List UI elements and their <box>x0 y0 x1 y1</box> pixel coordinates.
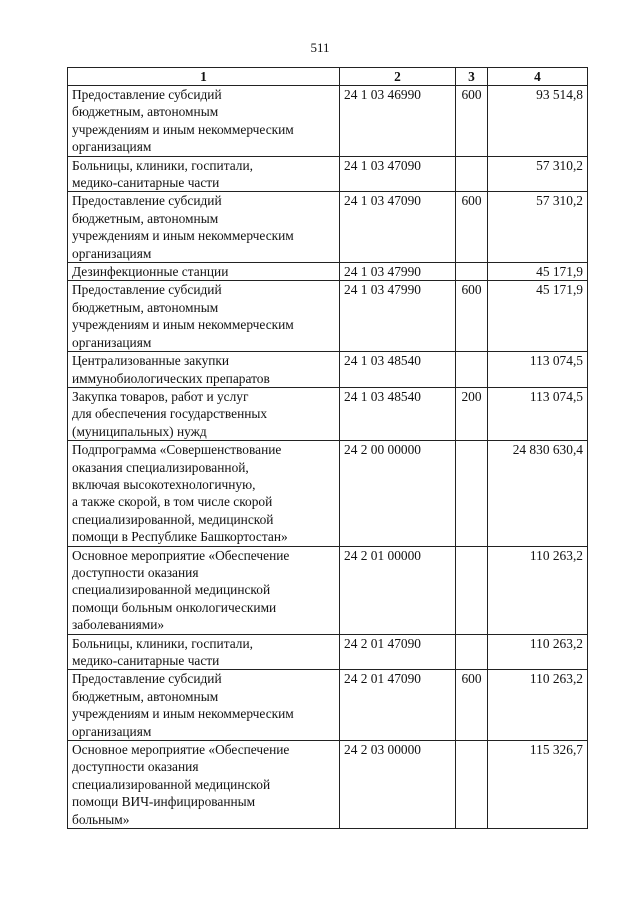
row-amount-cell: 24 830 630,4 <box>488 441 588 546</box>
table-row <box>68 741 588 829</box>
row-name-line: помощи в Республике Башкортостан» <box>72 529 288 545</box>
page-number: 511 <box>310 40 330 55</box>
row-name-cell <box>68 670 340 741</box>
row-name-line: учреждениям и иным некоммерческим <box>72 228 294 244</box>
row-expense-type-cell: 200 <box>456 387 488 440</box>
row-name-cell <box>68 281 340 352</box>
row-name-line: доступности оказания <box>72 759 199 775</box>
table-row <box>68 192 588 263</box>
row-code-cell: 24 1 03 47990 <box>340 281 456 352</box>
row-code-cell: 24 1 03 46990 <box>340 86 456 157</box>
row-name-line: больным» <box>72 811 130 827</box>
row-name-line: учреждениям и иным некоммерческим <box>72 317 294 333</box>
row-name-line: специализированной медицинской <box>72 776 271 792</box>
row-amount-cell: 110 263,2 <box>488 634 588 670</box>
table-row <box>68 634 588 670</box>
table-row <box>68 281 588 352</box>
row-name-line: бюджетным, автономным <box>72 688 219 704</box>
row-expense-type-cell <box>456 156 488 192</box>
row-name-line: Централизованные закупки <box>72 353 230 369</box>
budget-table <box>67 67 588 829</box>
row-amount-cell: 45 171,9 <box>488 263 588 281</box>
row-name-cell <box>68 192 340 263</box>
row-name-line: Основное мероприятие «Обеспечение <box>72 742 290 758</box>
column-header-1: 1 <box>68 68 340 86</box>
row-name-cell <box>68 387 340 440</box>
row-code-cell: 24 2 03 00000 <box>340 741 456 829</box>
row-name-line: иммунобиологических препаратов <box>72 370 270 386</box>
row-code-cell: 24 1 03 47090 <box>340 156 456 192</box>
column-header-2: 2 <box>340 68 456 86</box>
row-name-line: Дезинфекционные станции <box>72 264 229 280</box>
row-name-line: оказания специализированной, <box>72 459 249 475</box>
row-name-line: заболеваниями» <box>72 617 165 633</box>
row-code-cell: 24 2 01 00000 <box>340 546 456 634</box>
row-name-line: специализированной медицинской <box>72 582 271 598</box>
row-expense-type-cell <box>456 441 488 546</box>
table-row <box>68 546 588 634</box>
row-name-line: учреждениям и иным некоммерческим <box>72 121 294 137</box>
row-name-cell <box>68 634 340 670</box>
row-name-line: доступности оказания <box>72 564 199 580</box>
row-amount-cell: 45 171,9 <box>488 281 588 352</box>
row-amount-cell: 57 310,2 <box>488 192 588 263</box>
row-name-cell <box>68 156 340 192</box>
row-amount-cell: 93 514,8 <box>488 86 588 157</box>
row-code-cell: 24 1 03 48540 <box>340 352 456 388</box>
row-name-cell <box>68 86 340 157</box>
table-row <box>68 263 588 281</box>
table-row <box>68 156 588 192</box>
row-name-line: Основное мероприятие «Обеспечение <box>72 547 290 563</box>
row-name-line: Больницы, клиники, госпитали, <box>72 157 253 173</box>
row-amount-cell: 57 310,2 <box>488 156 588 192</box>
row-code-cell: 24 1 03 48540 <box>340 387 456 440</box>
table-row <box>68 352 588 388</box>
row-expense-type-cell: 600 <box>456 670 488 741</box>
row-amount-cell: 115 326,7 <box>488 741 588 829</box>
row-name-line: для обеспечения государственных <box>72 406 268 422</box>
row-name-line: организациям <box>72 723 152 739</box>
row-name-line: специализированной, медицинской <box>72 511 274 527</box>
row-name-line: включая высокотехнологичную, <box>72 476 256 492</box>
row-name-cell <box>68 441 340 546</box>
table-body <box>68 86 588 829</box>
row-amount-cell: 113 074,5 <box>488 387 588 440</box>
row-name-line: медико-санитарные части <box>72 653 220 668</box>
row-name-line: медико-санитарные части <box>72 175 220 191</box>
row-code-cell: 24 2 01 47090 <box>340 634 456 670</box>
row-name-line: (муниципальных) нужд <box>72 423 207 439</box>
row-name-line: бюджетным, автономным <box>72 104 219 120</box>
table-header-row <box>68 68 588 86</box>
table-row <box>68 441 588 546</box>
row-expense-type-cell <box>456 741 488 829</box>
row-amount-cell: 110 263,2 <box>488 546 588 634</box>
row-amount-cell: 113 074,5 <box>488 352 588 388</box>
row-name-line: а также скорой, в том числе скорой <box>72 494 273 510</box>
row-name-line: Больницы, клиники, госпитали, <box>72 635 253 651</box>
row-code-cell: 24 2 01 47090 <box>340 670 456 741</box>
row-name-cell <box>68 741 340 829</box>
table-row <box>68 387 588 440</box>
row-name-line: Закупка товаров, работ и услуг <box>72 388 249 404</box>
row-code-cell: 24 1 03 47990 <box>340 263 456 281</box>
row-expense-type-cell <box>456 634 488 670</box>
table-row <box>68 86 588 157</box>
row-name-line: учреждениям и иным некоммерческим <box>72 706 294 722</box>
row-name-line: Предоставление субсидий <box>72 87 222 102</box>
table-row <box>68 670 588 741</box>
column-header-3: 3 <box>456 68 488 86</box>
row-name-line: Предоставление субсидий <box>72 193 222 209</box>
column-header-4: 4 <box>488 68 588 86</box>
row-name-line: помощи ВИЧ-инфицированным <box>72 794 256 810</box>
row-code-cell: 24 1 03 47090 <box>340 192 456 263</box>
row-name-line: организациям <box>72 139 152 155</box>
row-name-line: помощи больным онкологическими <box>72 599 277 615</box>
row-expense-type-cell <box>456 546 488 634</box>
row-name-cell <box>68 352 340 388</box>
row-expense-type-cell: 600 <box>456 86 488 157</box>
row-amount-cell: 110 263,2 <box>488 670 588 741</box>
row-expense-type-cell <box>456 352 488 388</box>
row-name-line: организациям <box>72 334 152 350</box>
row-name-cell <box>68 263 340 281</box>
row-expense-type-cell: 600 <box>456 192 488 263</box>
row-name-line: Предоставление субсидий <box>72 282 222 298</box>
row-name-line: бюджетным, автономным <box>72 299 219 315</box>
row-expense-type-cell: 600 <box>456 281 488 352</box>
row-name-line: Подпрограмма «Совершенствование <box>72 442 282 458</box>
row-expense-type-cell <box>456 263 488 281</box>
row-code-cell: 24 2 00 00000 <box>340 441 456 546</box>
row-name-cell <box>68 546 340 634</box>
row-name-line: Предоставление субсидий <box>72 671 222 687</box>
row-name-line: бюджетным, автономным <box>72 210 219 226</box>
row-name-line: организациям <box>72 245 152 261</box>
